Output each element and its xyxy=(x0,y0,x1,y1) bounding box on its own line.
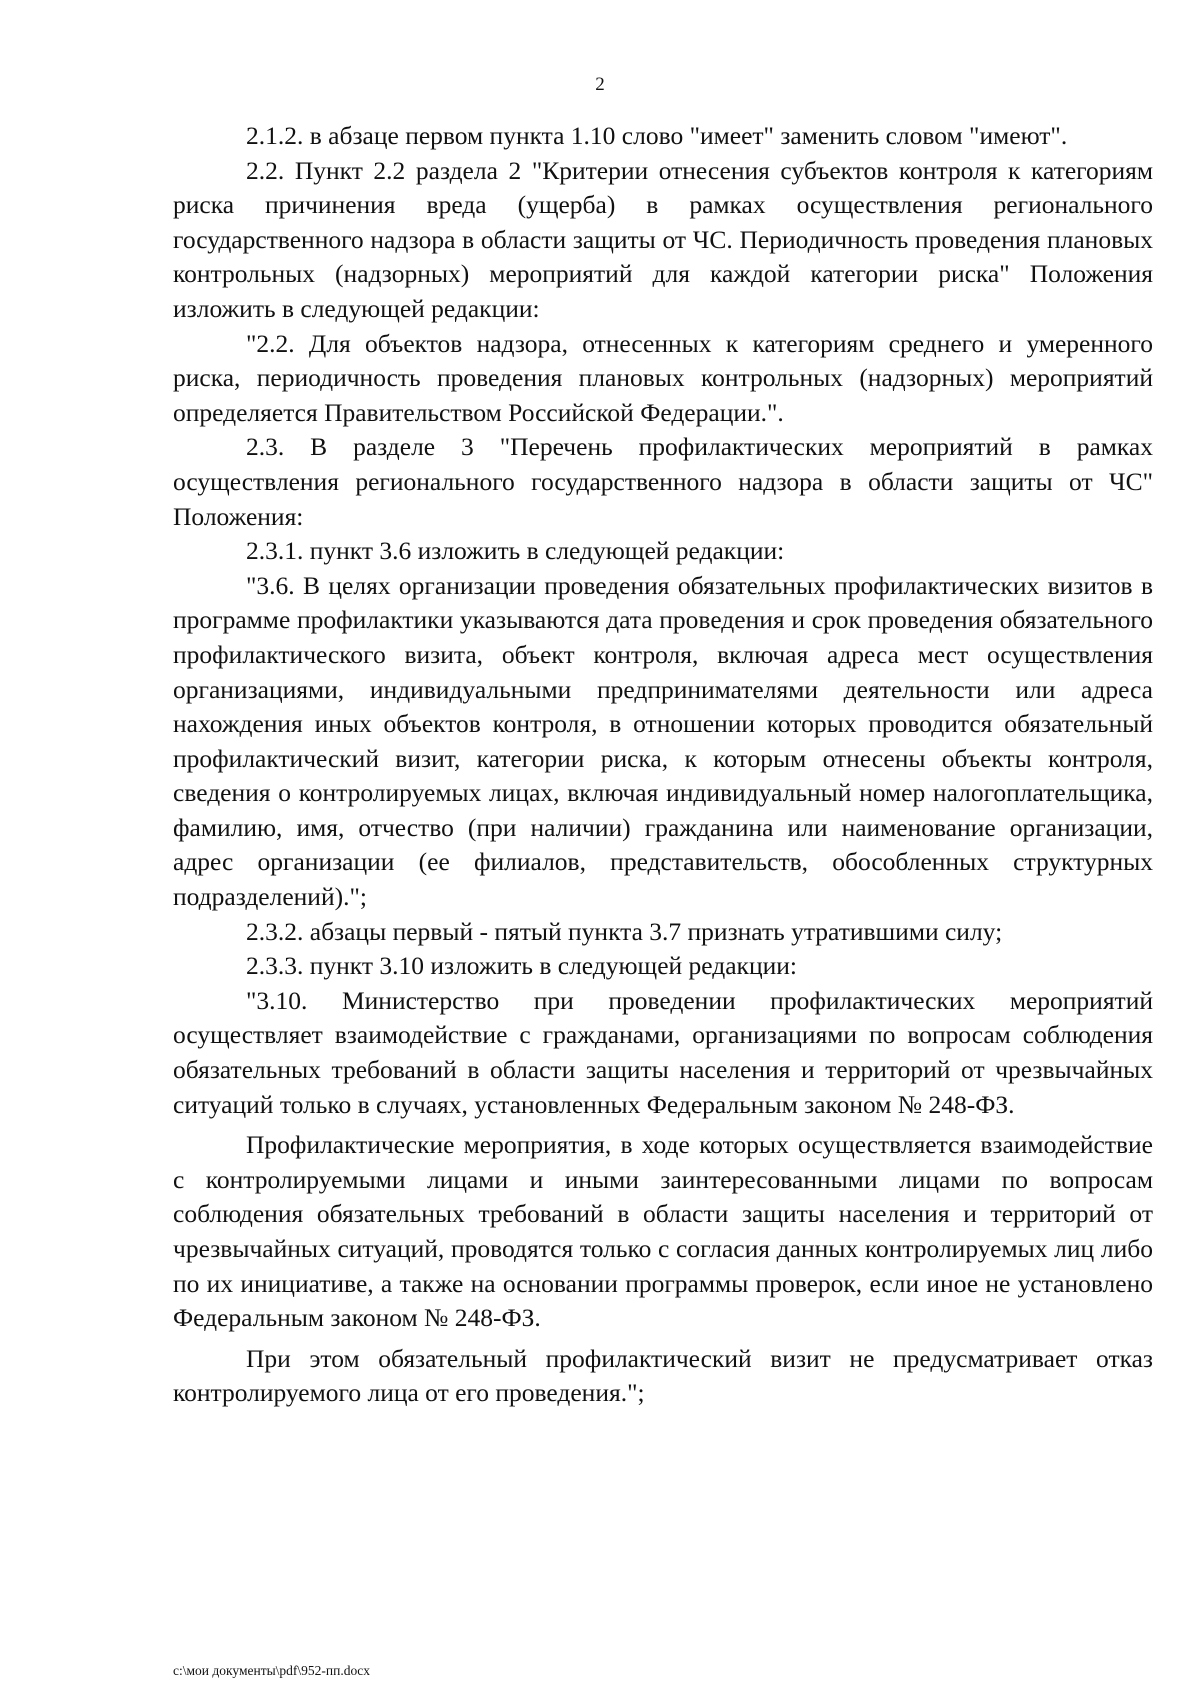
paragraph-2-3-3: 2.3.3. пункт 3.10 изложить в следующей редакции: xyxy=(246,951,797,981)
paragraph-quoted-2-2: "2.2. Для объектов надзора, отнесенных к категориям среднего и умеренного риска, периодичность проведения плановых контрольных (надзорных) мероприятий определяется Правительством Российской Федерации.". xyxy=(173,328,1153,427)
paragraph-2-3-1: 2.3.1. пункт 3.6 изложить в следующей редакции: xyxy=(246,536,785,566)
paragraph-2-1-2: 2.1.2. в абзаце первом пункта 1.10 слово "имеет" заменить словом "имеют". xyxy=(246,121,1068,150)
paragraph-2-3-2: 2.3.2. абзацы первый - пятый пункта 3.7 признать утратившими силу; xyxy=(246,916,1003,946)
paragraph-preventive-measures: Профилактические мероприятия, в ходе которых осуществляется взаимодействие с контролируемыми лицами и иными заинтересованными лицами по вопросам соблюдения обязательных требований в области защиты населения и территорий от чрезвычайных ситуаций, проводятся только с согласия данных контролируемых лиц либо по их инициативе, а также на основании программы проверок, если иное не установлено Федеральным законом № 248-ФЗ. xyxy=(173,1130,1153,1333)
page-number: 2 xyxy=(595,74,605,95)
document-body xyxy=(173,119,1153,1411)
paragraph-quoted-3-6: "3.6. В целях организации проведения обязательных профилактических визитов в программе профилактики указываются дата проведения и срок проведения обязательного профилактического визита, объект контроля, включая адреса мест осуществления организациями, индивидуальными предпринимателями деятельности или адреса нахождения иных объектов контроля, в отношении которых проводится обязательный профилактический визит, категории риска, к которым отнесены объекты контроля, сведения о контролируемых лицах, включая индивидуальный номер налогоплательщика, фамилию, имя, отчество (при наличии) гражданина или наименование организации, адрес организации (ее филиалов, представительств, обособленных структурных подразделений)."; xyxy=(173,570,1153,912)
paragraph-2-3: 2.3. В разделе 3 "Перечень профилактических мероприятий в рамках осуществления регионального государственного надзора в области защиты от ЧС" Положения: xyxy=(173,432,1153,531)
footer-file-path: c:\мои документы\pdf\952-пп.docx xyxy=(173,1663,370,1678)
paragraph-mandatory-visit: При этом обязательный профилактический визит не предусматривает отказ контролируемого лица от его проведения."; xyxy=(173,1343,1153,1408)
paragraph-2-2: 2.2. Пункт 2.2 раздела 2 "Критерии отнесения субъектов контроля к категориям риска причинения вреда (ущерба) в рамках осуществления регионального государственного надзора в области защиты от ЧС. Периодичность проведения плановых контрольных (надзорных) мероприятий для каждой категории риска" Положения изложить в следующей редакции: xyxy=(173,155,1153,323)
paragraph-quoted-3-10: "3.10. Министерство при проведении профилактических мероприятий осуществляет взаимодействие с гражданами, организациями по вопросам соблюдения обязательных требований в области защиты населения и территорий от чрезвычайных ситуаций только в случаях, установленных Федеральным законом № 248-ФЗ. xyxy=(173,985,1153,1119)
